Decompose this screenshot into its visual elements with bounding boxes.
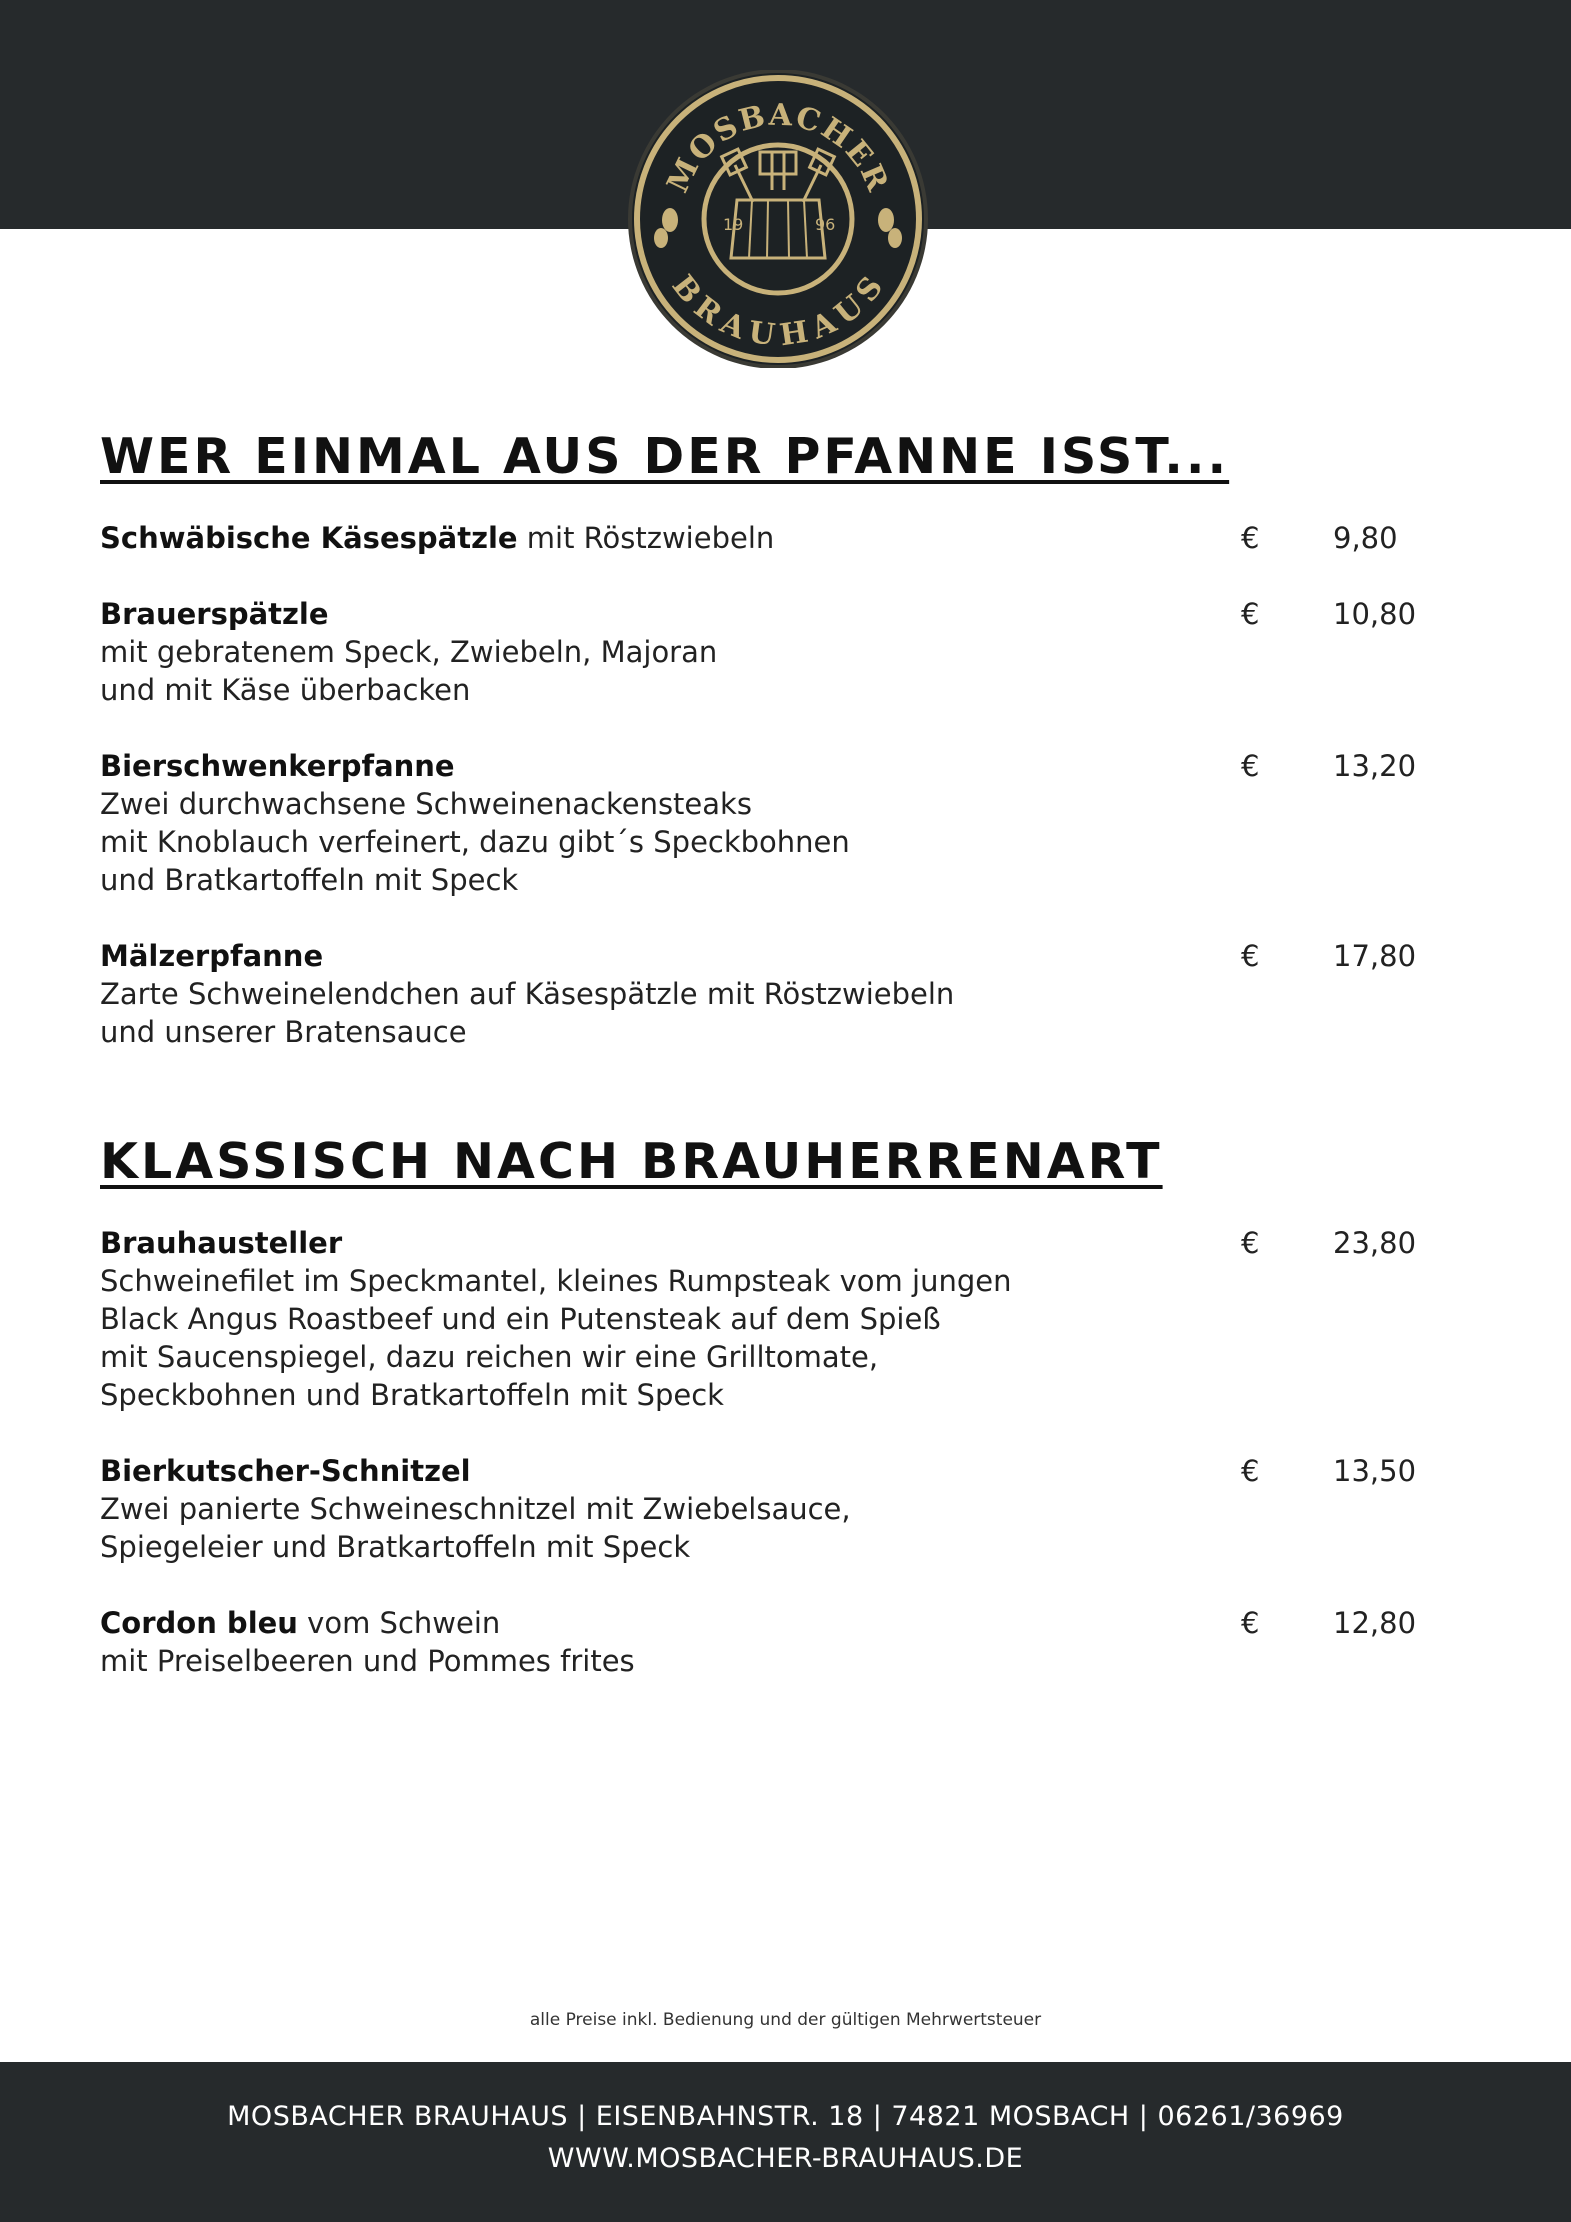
item-description: mit gebratenem Speck, Zwiebeln, Majoran bbox=[100, 635, 718, 669]
item-price: 13,20 bbox=[1333, 749, 1417, 783]
item-price: 13,50 bbox=[1333, 1454, 1417, 1488]
currency-symbol: € bbox=[1241, 1454, 1260, 1488]
item-description: mit Preiselbeeren und Pommes frites bbox=[100, 1644, 635, 1678]
currency-symbol: € bbox=[1241, 939, 1260, 973]
price-footnote: alle Preise inkl. Bedienung und der gültigen Mehrwertsteuer bbox=[529, 2010, 1042, 2030]
logo-top-text: MOSBACHER bbox=[660, 97, 896, 199]
section-title-pfanne: WER EINMAL AUS DER PFANNE ISST... bbox=[100, 428, 1230, 485]
item-name: Mälzerpfanne bbox=[100, 939, 324, 973]
item-name: Brauerspätzle bbox=[100, 597, 329, 631]
menu-item bbox=[100, 519, 1480, 557]
item-name: Schwäbische Käsespätzle bbox=[100, 521, 518, 555]
menu-item bbox=[100, 1452, 1480, 1566]
item-price: 23,80 bbox=[1333, 1226, 1417, 1260]
footer-website-link[interactable]: WWW.MOSBACHER-BRAUHAUS.DE bbox=[547, 2143, 1024, 2174]
item-name-suffix: mit Röstzwiebeln bbox=[517, 521, 775, 555]
menu-item bbox=[100, 937, 1480, 1051]
item-description: mit Knoblauch verfeinert, dazu gibt´s Speckbohnen bbox=[100, 825, 850, 859]
currency-symbol: € bbox=[1241, 521, 1260, 555]
item-name: Bierkutscher-Schnitzel bbox=[100, 1454, 471, 1488]
item-name: Cordon bleu bbox=[100, 1606, 298, 1640]
footer-band bbox=[0, 2062, 1571, 2222]
item-description: Zarte Schweinelendchen auf Käsespätzle mit Röstzwiebeln bbox=[100, 977, 955, 1011]
item-name: Brauhausteller bbox=[100, 1226, 343, 1260]
item-price: 9,80 bbox=[1333, 521, 1398, 555]
item-price: 17,80 bbox=[1333, 939, 1417, 973]
section-title-brauherrenart: KLASSISCH NACH BRAUHERRENART bbox=[100, 1133, 1163, 1190]
item-price: 12,80 bbox=[1333, 1606, 1417, 1640]
currency-symbol: € bbox=[1241, 749, 1260, 783]
menu-item bbox=[100, 1224, 1480, 1414]
currency-symbol: € bbox=[1241, 1606, 1260, 1640]
item-name: Bierschwenkerpfanne bbox=[100, 749, 455, 783]
item-description: und Bratkartoffeln mit Speck bbox=[100, 863, 519, 897]
item-description: Black Angus Roastbeef und ein Putensteak auf dem Spieß bbox=[100, 1302, 941, 1336]
item-description: Speckbohnen und Bratkartoffeln mit Speck bbox=[100, 1378, 724, 1412]
logo-year-right: 96 bbox=[815, 215, 836, 234]
item-price: 10,80 bbox=[1333, 597, 1417, 631]
menu-item bbox=[100, 595, 1480, 709]
currency-symbol: € bbox=[1241, 1226, 1260, 1260]
item-description: Spiegeleier und Bratkartoffeln mit Speck bbox=[100, 1530, 691, 1564]
logo-year-left: 19 bbox=[723, 215, 744, 234]
item-description: mit Saucenspiegel, dazu reichen wir eine Grilltomate, bbox=[100, 1340, 879, 1374]
menu-item bbox=[100, 1604, 1480, 1680]
menu-item bbox=[100, 747, 1480, 899]
item-name-suffix: vom Schwein bbox=[297, 1606, 501, 1640]
item-description: Zwei panierte Schweineschnitzel mit Zwiebelsauce, bbox=[100, 1492, 851, 1526]
currency-symbol: € bbox=[1241, 597, 1260, 631]
footer-address: MOSBACHER BRAUHAUS | EISENBAHNSTR. 18 | 74821 MOSBACH | 06261/36969 bbox=[227, 2101, 1344, 2132]
item-description: Zwei durchwachsene Schweinenackensteaks bbox=[100, 787, 752, 821]
brauhaus-logo bbox=[625, 70, 931, 368]
item-description: Schweinefilet im Speckmantel, kleines Rumpsteak vom jungen bbox=[100, 1264, 1012, 1298]
item-description: und mit Käse überbacken bbox=[100, 673, 471, 707]
item-description: und unserer Bratensauce bbox=[100, 1015, 467, 1049]
logo-bottom-text: BRAUHAUS bbox=[664, 268, 892, 354]
